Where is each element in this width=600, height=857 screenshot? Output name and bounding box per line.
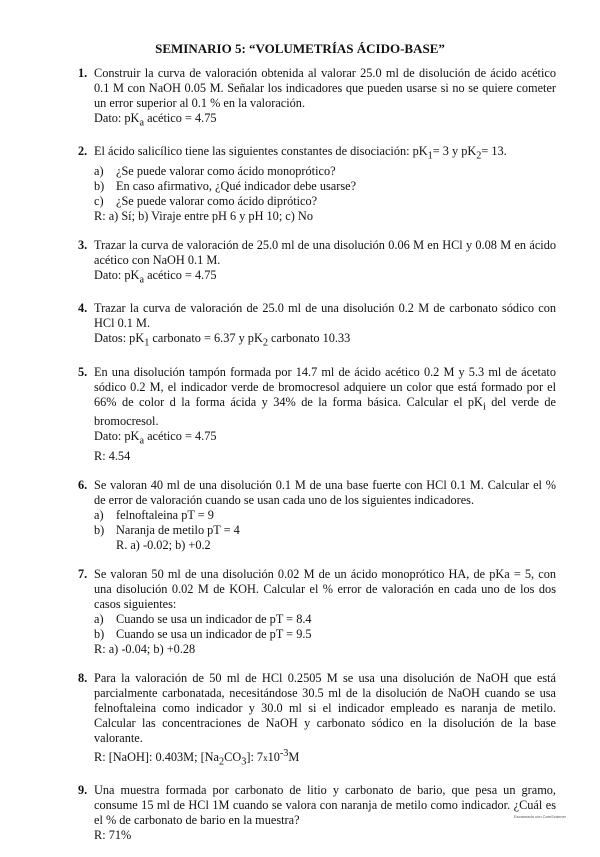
problem-text: Trazar la curva de valoración de 25.0 ml de una disolución 0.2 M de carbonato sódico con HCl 0.1 M. bbox=[94, 301, 556, 331]
problem-9 bbox=[78, 783, 556, 843]
problem-text: Se valoran 50 ml de una disolución 0.02 M de un ácido monoprótico HA, de pKa = 5, con una disolución 0.02 M de KOH. Calcular el % error de valoración en cada uno de los dos casos siguientes: bbox=[94, 566, 556, 611]
problem-data: Dato: $pK_a$ acético = 4.75 bbox=[94, 267, 217, 286]
problem-list bbox=[78, 66, 556, 857]
problem-4 bbox=[78, 301, 556, 350]
problem-answer: R: a) -0.04; b) +0.28 bbox=[94, 641, 196, 656]
sub-question: b) Cuando se usa un indicador de pT = 9.5 bbox=[94, 626, 312, 641]
problem-text: El ácido salicílico tiene las siguientes constantes de disociación: $pK_1= 3$ y $pK_2= 13$. bbox=[94, 144, 507, 162]
problem-text: Trazar la curva de valoración de 25.0 ml de una disolución 0.06 M en HCl y 0.08 M en ácido acético con NaOH 0.1 M. bbox=[94, 237, 556, 267]
problem-5 bbox=[78, 365, 556, 464]
problem-number: 2. bbox=[78, 144, 88, 159]
problem-number: 7. bbox=[78, 566, 88, 581]
problem-number: 1. bbox=[78, 66, 88, 80]
page-title: SEMINARIO 5: “VOLUMETRÍAS ÁCIDO-BASE” bbox=[155, 41, 445, 56]
problem-number: 9. bbox=[78, 783, 88, 798]
problem-number: 5. bbox=[78, 364, 88, 379]
problem-text: Para la valoración de 50 ml de HCl 0.2505 M se usa una disolución de NaOH que está parcialmente carbonatada, necesitándose 30.5 ml de la disolución de NaOH cuando se usa felnoftaleina como indicador y 30.0 ml si el indicador empleado es naranja de metilo. Calcular las concentraciones de NaOH y carbonato sódico en la disolución de la base valorante. bbox=[94, 670, 556, 745]
problem-text: Una muestra formada por carbonato de litio y carbonato de bario, que pesa un gramo, consume 15 ml de HCl 1M cuando se valora con naranja de metilo como indicador. ¿Cuál es el % de carbonato de bario en la muestra? bbox=[94, 783, 556, 828]
sub-question: a) Cuando se usa un indicador de pT = 8.4 bbox=[94, 611, 312, 626]
problem-6 bbox=[78, 478, 556, 553]
problem-8 bbox=[78, 671, 556, 770]
problem-number: 3. bbox=[78, 237, 88, 252]
problem-text: En una disolución tampón formada por 14.7 ml de ácido acético 0.2 M y 5.3 ml de ácetato sódico 0.2 M, el indicador verde de bromocresol adquiere un color que está formado por el 66% de color d la forma ácida y 34% de la forma básica. Calcular el $pK_i$ del verde de bromocresol. bbox=[94, 364, 556, 429]
problem-answer: R: [NaOH]: 0.403M; $[Na_2CO_3]$: $7x10^{-3}M$ bbox=[94, 747, 300, 768]
problem-data: Datos: $pK_1$ carbonato = 6.37 y $pK_2$ carbonato 10.33 bbox=[94, 331, 351, 349]
problem-number: 8. bbox=[78, 670, 88, 685]
problem-answer: R. a) -0.02; b) +0.2 bbox=[116, 537, 211, 552]
problem-1 bbox=[78, 66, 556, 130]
sub-question: b) En caso afirmativo, ¿Qué indicador debe usarse? bbox=[94, 178, 357, 193]
problem-data: Dato: $pK_a$ acético = 4.75 bbox=[94, 429, 217, 447]
problem-number: 6. bbox=[78, 477, 88, 492]
problem-number: 4. bbox=[78, 301, 88, 316]
problem-text: Se valoran 40 ml de una disolución 0.1 M de una base fuerte con HCl 0.1 M. Calcular el % de error de valoración cuando se usan cada uno de los siguientes indicadores. bbox=[94, 477, 556, 507]
problem-answer: R: 4.54 bbox=[94, 448, 131, 463]
sub-question: c) ¿Se puede valorar como ácido diprótico? bbox=[94, 193, 318, 208]
problem-2 bbox=[78, 144, 556, 223]
sub-question: b) Naranja de metilo pT = 4 bbox=[94, 522, 240, 537]
problem-answer: R: a) Sí; b) Viraje entre pH 6 y pH 10; c) No bbox=[94, 208, 313, 223]
problem-answer: R: 71% bbox=[94, 828, 132, 843]
problem-text: Construir la curva de valoración obtenida al valorar 25.0 ml de disolución de ácido acético 0.1 M con NaOH 0.05 M. Señalar los indicadores que pueden usarse si no se quiere cometer un error superior al 0.1 % en la valoración. bbox=[94, 66, 556, 110]
problem-7 bbox=[78, 567, 556, 657]
sub-question: a) ¿Se puede valorar como ácido monoprótico? bbox=[94, 163, 336, 178]
sub-question: a) felnoftaleina pT = 9 bbox=[94, 507, 214, 522]
problem-3 bbox=[78, 238, 556, 287]
problem-data: Dato: $pK_a$ acético = 4.75 bbox=[94, 111, 217, 129]
scanner-watermark: Escaneado con CamScanner bbox=[513, 814, 566, 819]
